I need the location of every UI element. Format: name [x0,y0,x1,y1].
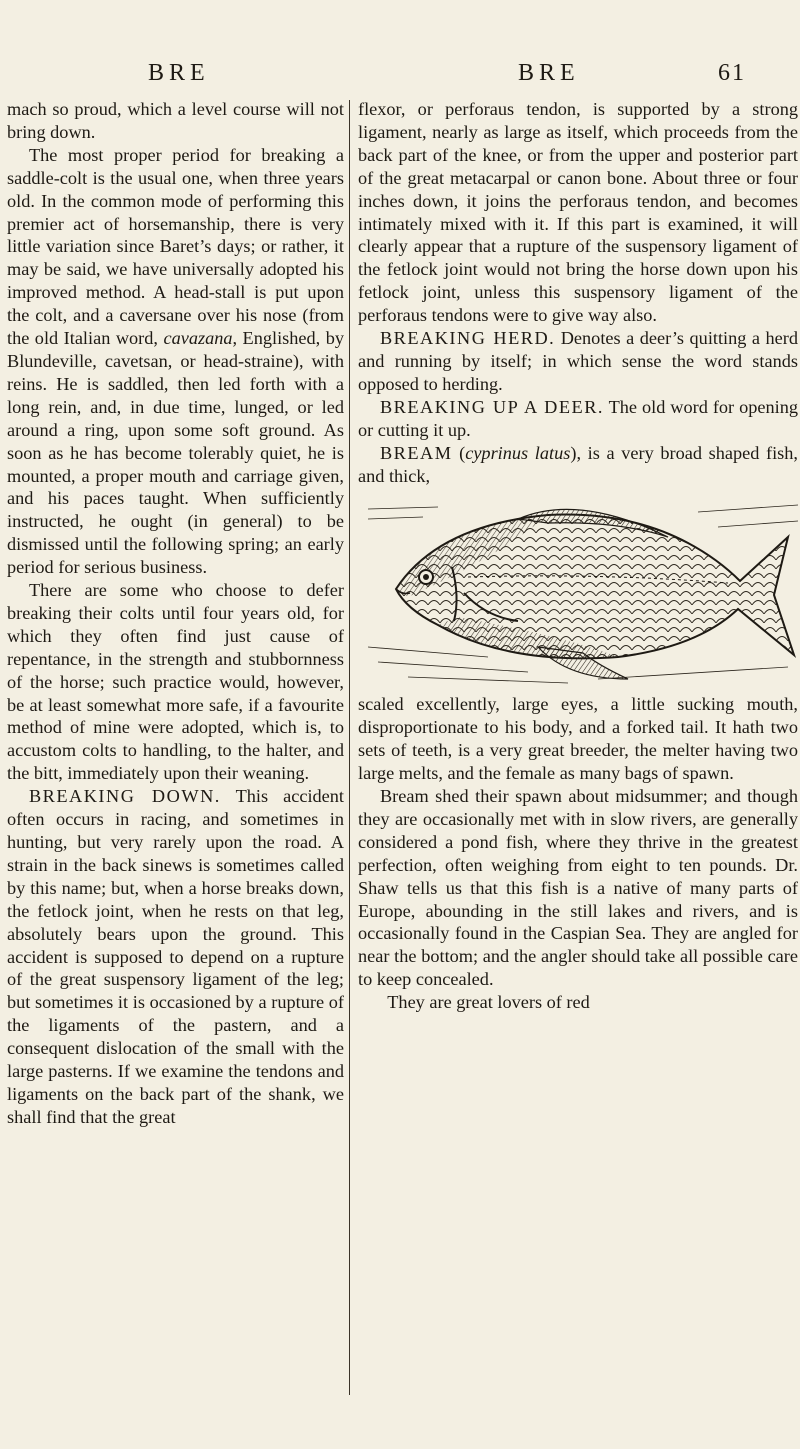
right-running-title: BRE [518,60,580,86]
running-head [0,60,800,100]
left-column [7,98,344,1129]
entry-heading: BREAKING DOWN. [28,786,221,807]
paragraph: Bream shed their spawn about midsummer; and though they are occasionally met with in slow rivers, are generally considered a pond fish, where they thrive in the greatest perfection, often weighing from eight to ten pounds. Dr. Shaw tells us that this fish is a native of many parts of Europe, abounding in the still lakes and rivers, and is occasionally found in the Caspian Sea. They are angled for near the bottom; and the angler should take all possible care to keep concealed. [358,786,798,990]
entry-breaking-herd: BREAKING HERD. Denotes a deer’s quitting a herd and running by itself; in which sense the word stands opposed to herding. [358,328,798,394]
paragraph: scaled excellently, large eyes, a little sucking mouth, disproportionate to his body, and a forked tail. It hath two sets of teeth, is a very great breeder, the melter having two large melts, and the female as many bags of spawn. [358,694,798,784]
entry-heading: BREAKING HERD. [379,328,556,349]
entry-heading: BREAM [379,442,453,463]
left-running-title: BRE [148,60,210,86]
paragraph: flexor, or perforaus tendon, is supported by a strong ligament, nearly as large as itself, which proceeds from the back part of the knee, or from the upper and posterior part of the great metacarpal or canon bone. About three or four inches down, it joins the perforaus tendon, and becomes intimately mixed with it. If this part is examined, it will clearly appear that a rupture of the suspensory ligament of the fetlock joint would not bring the horse down upon his fetlock joint, unless this suspensory ligament of the perforaus tendons were to give way also. [358,99,798,326]
entry-breaking-up-a-deer: BREAKING UP A DEER. The old word for opening or cutting it up. [358,396,798,440]
paragraph: mach so proud, which a level course will not bring down. [7,99,344,142]
entry-heading: BREAKING UP A DEER. [379,396,604,417]
entry-breaking-down: BREAKING DOWN. This accident often occurs in racing, and sometimes in hunting, but very rarely upon the road. A strain in the back sinews is sometimes called by this name; but, when a horse breaks down, the fetlock joint, when he rests on that leg, absolutely bears upon the ground. This accident is supposed to depend on a rupture of the great suspensory ligament of the leg; but sometimes it is occasioned by a rupture of the ligaments of the pastern, and a consequent dislocation of the small with the large pasterns. If we examine the tendons and ligaments on the back part of the shank, we shall find that the great [7,786,344,1127]
right-column [358,98,798,1014]
column-divider [349,100,350,1395]
bream-fish-engraving [368,497,798,685]
entry-bream: BREAM (cyprinus latus), is a very broad shaped fish, and thick, [358,442,798,486]
paragraph: There are some who choose to defer breaking their colts until four years old, for which they often find just cause of repentance, in the strength and stubbornness of the horse; such practice would, however, be at least somewhat more safe, if a favourite method of mine were adopted, which is, to accustom colts to handling, to the halter, and the bitt, immediately upon their weaning. [7,580,344,784]
paragraph: They are great lovers of red [387,992,590,1013]
page-number: 61 [718,60,746,86]
paragraph: The most proper period for breaking a saddle-colt is the usual one, when three years old. In the common mode of performing this premier act of horsemanship, there is very little variation since Baret’s days; or rather, it may be said, we have universally adopted his improved method. A head-stall is put upon the colt, and a caversane over his nose (from the old Italian word, cavazana, Englished, by Blundeville, cavetsan, or head-straine), with reins. He is saddled, then led forth with a long rein, and, in due time, lunged, or led around a ring, upon some soft ground. As soon as he has become tolerably quiet, he is mounted, a proper mouth and carriage given, and his paces taught. When sufficiently instructed, he ought (in general) to be dismissed until the following spring; an early period for serious business. [7,144,344,578]
